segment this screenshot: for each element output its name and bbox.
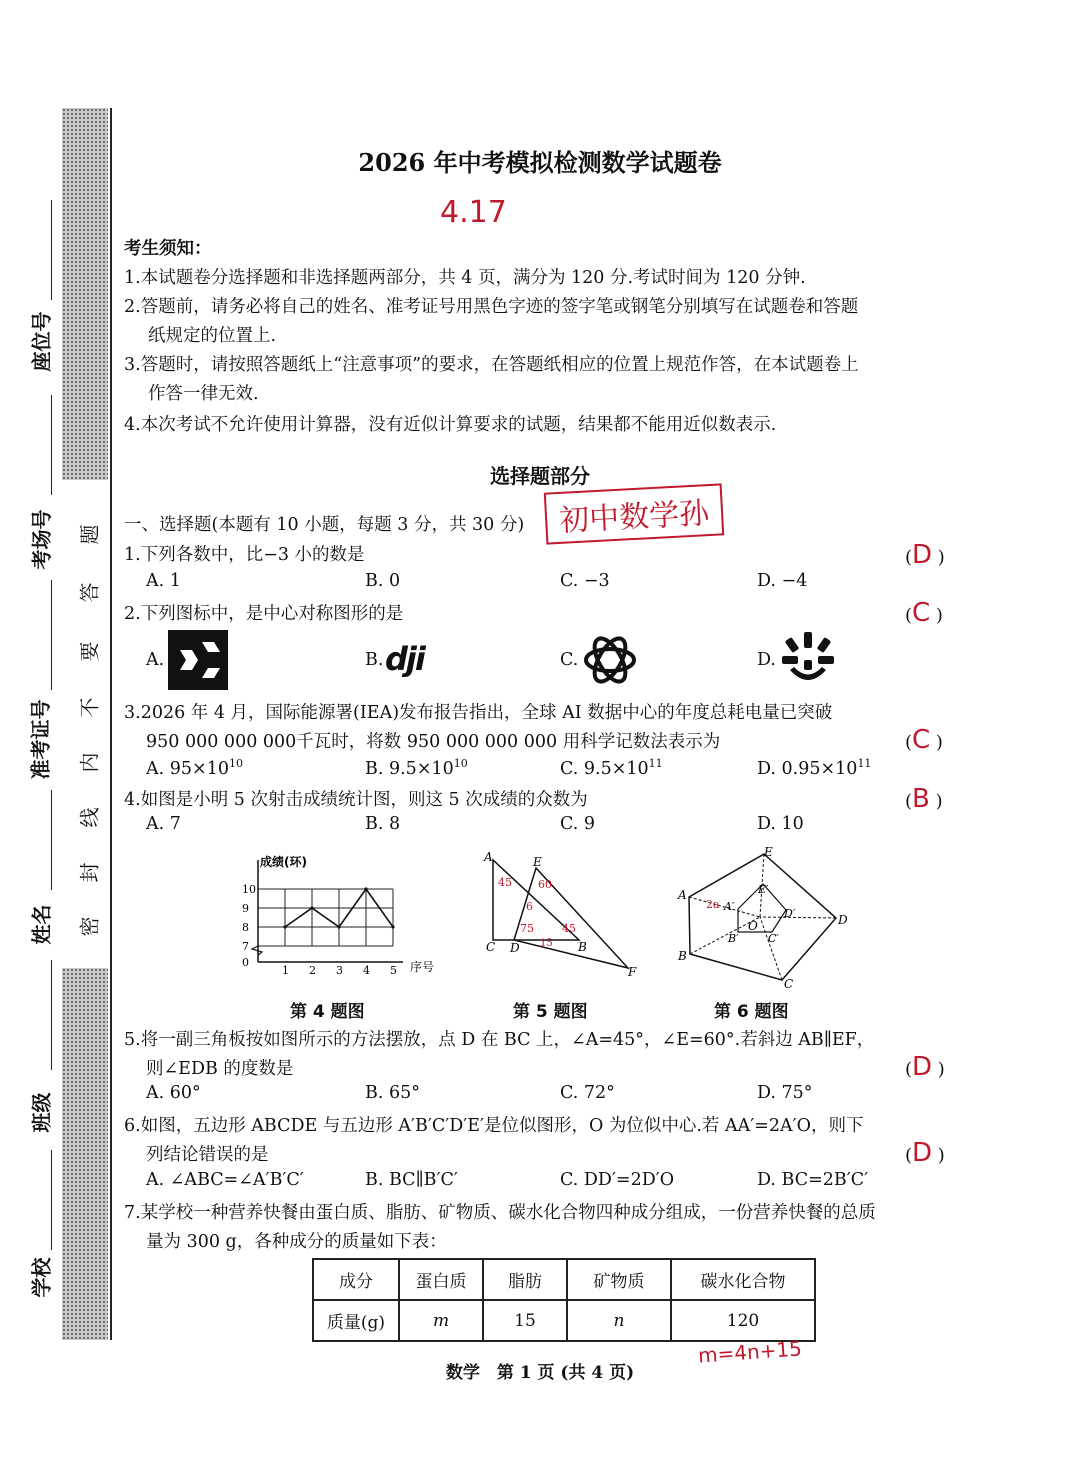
page-title: 2026 年中考模拟检测数学试题卷	[358, 148, 722, 177]
q5-answer: D	[912, 1052, 933, 1082]
q3-option-d	[757, 757, 871, 779]
q2-answer-bracket: (C )	[905, 598, 943, 628]
q1-answer: D	[912, 540, 933, 570]
fig4-data-point	[283, 925, 286, 928]
table-header-cell: 碳水化合物	[671, 1259, 815, 1300]
q3-option-c	[560, 757, 663, 779]
q3-option-a	[146, 757, 243, 779]
fig4-ytick-label: 9	[242, 902, 249, 915]
label-admission-number: 准考证号	[28, 699, 53, 780]
figure4-chart	[238, 850, 448, 980]
q6-answer-bracket: (D )	[905, 1138, 945, 1168]
fig6-ray-d	[760, 917, 836, 918]
q3-option-c-base: C. 9.5×10	[560, 758, 649, 779]
caption-fig4: 第 4 题图	[290, 1002, 365, 1022]
q3-option-d-base: D. 0.95×10	[757, 758, 858, 779]
q2-option-d: D.	[757, 650, 776, 670]
seal-char-nei: 内	[77, 752, 102, 773]
section-title: 选择题部分	[490, 464, 590, 488]
table-cell: 15	[483, 1300, 567, 1341]
q4-option-b: B. 8	[365, 814, 401, 834]
sidebar-rule	[110, 108, 112, 1340]
q5-option-c: C. 72°	[560, 1083, 615, 1103]
fig5-mark-6: 15	[540, 938, 553, 949]
notice-line-2: 2.答题前，请务必将自己的姓名、准考证号用黑色字迹的签字笔或钢笔分别填写在试题卷和答题	[124, 297, 859, 317]
fig4-data-point	[310, 906, 313, 909]
table-header-cell: 蛋白质	[399, 1259, 483, 1300]
fig5-mark-1: 45	[498, 876, 512, 889]
caption-fig6: 第 6 题图	[714, 1002, 789, 1022]
label-class: 班级	[29, 1092, 54, 1133]
q5-option-b: B. 65°	[365, 1083, 421, 1103]
q7-stem-line2: 量为 300 g，各种成分的质量如下表：	[146, 1232, 447, 1252]
q1-option-c: C. −3	[560, 571, 610, 591]
label-exam-room: 考场号	[29, 509, 54, 570]
q5-option-a: A. 60°	[146, 1083, 201, 1103]
table-header-cell: 成分	[313, 1259, 399, 1300]
fig5-label-e: E	[533, 855, 542, 869]
q3-option-a-exp: 10	[228, 757, 243, 770]
fig4-data-point	[391, 925, 394, 928]
q3-answer-bracket: (C )	[905, 725, 943, 755]
q1-stem: 1.下列各数中，比−3 小的数是	[124, 545, 365, 565]
figure5-diagram	[478, 848, 648, 978]
fig4-xtick-label: 2	[309, 964, 316, 977]
fig5-mark-5: 75	[520, 922, 534, 935]
fig6-label-b: B	[678, 949, 687, 963]
notice-line-1: 1.本试题卷分选择题和非选择题两部分，共 4 页，满分为 120 分.考试时间为 120 分钟.	[124, 268, 806, 288]
fig5-mark-4: 45	[562, 922, 576, 935]
notice-heading: 考生须知：	[124, 239, 212, 259]
fig6-label-o: O	[748, 919, 758, 933]
q4-option-d: D. 10	[757, 814, 804, 834]
fill-line-seat	[51, 200, 52, 300]
logo-dji-icon: dji	[385, 640, 424, 678]
q1-answer-bracket: (D )	[905, 540, 945, 570]
fig6-label-c: C	[784, 977, 794, 991]
q4-option-c: C. 9	[560, 814, 596, 834]
q4-option-a: A. 7	[146, 814, 181, 834]
fig4-xtick-label: 3	[336, 964, 343, 977]
q1-option-b: B. 0	[365, 571, 401, 591]
q3-option-d-exp: 11	[857, 757, 872, 770]
fill-line-exam-room	[51, 580, 52, 690]
seal-char-ti: 题	[77, 524, 102, 545]
q2-option-a: A.	[146, 650, 165, 670]
seal-char-xian: 线	[77, 807, 102, 828]
hatch-strip-bottom	[62, 968, 108, 1340]
handwritten-note: m=4n+15	[697, 1336, 803, 1368]
q3-stem-line2: 950 000 000 000千瓦时，将数 950 000 000 000 用科学记数法表示为	[146, 732, 721, 752]
q5-answer-bracket: (D )	[905, 1052, 945, 1082]
fig4-ylabel: 成绩(环)	[260, 855, 307, 869]
q3-option-b-exp: 10	[453, 757, 468, 770]
table-header-cell: 脂肪	[483, 1259, 567, 1300]
seal-char-feng: 封	[77, 862, 102, 883]
fig4-ytick-label: 0	[242, 956, 249, 969]
fig6-label-a-prime: A′	[724, 900, 735, 913]
fig6-label-e-prime: E′	[758, 883, 769, 896]
fig4-axis-break	[252, 946, 262, 955]
fig5-label-f: F	[628, 965, 637, 978]
fig6-ray-c	[760, 917, 782, 980]
q5-stem-line1: 5.将一副三角板按如图所示的方法摆放，点 D 在 BC 上，∠A=45°，∠E=60°.若斜边 AB∥EF，	[124, 1030, 875, 1050]
fig5-triangle-edf	[514, 868, 628, 968]
q3-stem-line1: 3.2026 年 4 月，国际能源署(IEA)发布报告指出，全球 AI 数据中心的年度总耗电量已突破	[124, 703, 833, 723]
fig4-xtick-label: 5	[390, 964, 397, 977]
fig6-mark: 2a	[706, 898, 720, 911]
q3-option-c-exp: 11	[648, 757, 663, 770]
label-name: 姓名	[29, 904, 54, 945]
q5-stem-line2: 则∠EDB 的度数是	[146, 1059, 294, 1079]
q2-answer: C	[912, 598, 931, 628]
caption-fig5: 第 5 题图	[513, 1002, 588, 1022]
q6-stem-line1: 6.如图，五边形 ABCDE 与五边形 A′B′C′D′E′是位似图形，O 为位似中心.若 AA′=2A′O，则下	[124, 1116, 864, 1136]
q6-option-b: B. BC∥B′C′	[365, 1170, 458, 1190]
handwritten-stamp-text: 初中数学孙	[558, 496, 710, 539]
fig6-label-a: A	[678, 888, 687, 902]
fig5-label-a: A	[484, 850, 493, 864]
q2-stem: 2.下列图标中，是中心对称图形的是	[124, 604, 404, 624]
q3-option-b	[365, 757, 468, 779]
figure6-diagram	[676, 842, 856, 992]
fig4-xlabel: 序号	[410, 960, 435, 974]
table-row	[313, 1300, 815, 1341]
seal-char-yao: 要	[77, 641, 102, 662]
q6-option-c: C. DD′=2D′O	[560, 1170, 675, 1190]
fig4-ytick-label: 8	[242, 921, 249, 934]
q7-table	[312, 1258, 816, 1342]
table-cell: n	[567, 1300, 671, 1341]
table-header-cell: 矿物质	[567, 1259, 671, 1300]
fig6-label-c-prime: C′	[768, 932, 779, 945]
q4-answer: B	[912, 784, 930, 814]
q4-stem: 4.如图是小明 5 次射击成绩统计图，则这 5 次成绩的众数为	[124, 790, 588, 810]
q6-stem-line2: 列结论错误的是	[146, 1145, 269, 1165]
notice-line-5: 作答一律无效.	[148, 384, 259, 404]
table-cell: 质量(g)	[313, 1300, 399, 1341]
q7-stem-line1: 7.某学校一种营养快餐由蛋白质、脂肪、矿物质、碳水化合物四种成分组成，一份营养快餐的总质	[124, 1203, 876, 1223]
fig6-outer-pentagon	[689, 854, 836, 980]
label-seat-number: 座位号	[29, 311, 54, 372]
q6-option-d: D. BC=2B′C′	[757, 1170, 869, 1190]
fig4-xtick-label: 1	[282, 964, 289, 977]
q1-option-a: A. 1	[146, 571, 181, 591]
binding-sidebar	[0, 0, 112, 1467]
q6-option-a: A. ∠ABC=∠A′B′C′	[146, 1170, 304, 1190]
fill-line-admission	[51, 790, 52, 890]
table-cell: 120	[671, 1300, 815, 1341]
q4-answer-bracket: (B )	[905, 784, 943, 814]
seal-char-bu: 不	[77, 697, 102, 718]
table-cell: m	[399, 1300, 483, 1341]
fig5-mark-3: 6	[526, 900, 533, 913]
notice-line-6: 4.本次考试不允许使用计算器，没有近似计算要求的试题，结果都不能用近似数表示.	[124, 415, 777, 435]
table-row	[313, 1259, 815, 1300]
fig6-label-d: D	[838, 913, 848, 927]
fig4-ytick-label: 10	[242, 883, 256, 896]
fill-line-name	[51, 960, 52, 1070]
label-school: 学校	[29, 1257, 54, 1298]
seal-char-da: 答	[77, 582, 102, 603]
q5-option-d: D. 75°	[757, 1083, 813, 1103]
fig4-ytick-label: 7	[242, 940, 249, 953]
notice-line-3: 纸规定的位置上.	[148, 326, 277, 346]
q1-option-d: D. −4	[757, 571, 808, 591]
logo-openai-icon	[580, 630, 640, 690]
q3-answer: C	[912, 725, 931, 755]
q2-option-c: C.	[560, 650, 579, 670]
q6-answer: D	[912, 1138, 933, 1168]
fig5-label-b: B	[578, 940, 587, 954]
fig6-label-b-prime: B′	[728, 932, 739, 945]
fill-line-class	[51, 1150, 52, 1250]
fig4-xtick-label: 4	[363, 964, 370, 977]
fig5-mark-2: 60	[538, 878, 552, 891]
fig5-label-c: C	[486, 940, 496, 954]
q3-option-a-base: A. 95×10	[146, 758, 229, 779]
q3-option-b-base: B. 9.5×10	[365, 758, 454, 779]
page-footer: 数学 第 1 页 (共 4 页)	[445, 1363, 635, 1383]
fig6-label-d-prime: D′	[784, 907, 796, 920]
notice-line-4: 3.答题时，请按照答题纸上“注意事项”的要求，在答题纸相应的位置上规范作答，在本试题卷上	[124, 355, 859, 375]
seal-char-mi: 密	[77, 916, 102, 937]
fig6-label-e: E	[764, 845, 773, 859]
fig4-data-point	[337, 925, 340, 928]
handwritten-stamp	[544, 483, 724, 544]
fig4-data-point	[364, 887, 367, 890]
q2-option-b: B.	[365, 650, 384, 670]
logo-d-icon	[778, 630, 838, 690]
fig5-label-d: D	[510, 941, 520, 955]
part-heading: 一、选择题(本题有 10 小题，每题 3 分，共 30 分)	[124, 515, 525, 535]
handwritten-date: 4.17	[440, 195, 507, 230]
logo-a-icon	[168, 630, 228, 690]
